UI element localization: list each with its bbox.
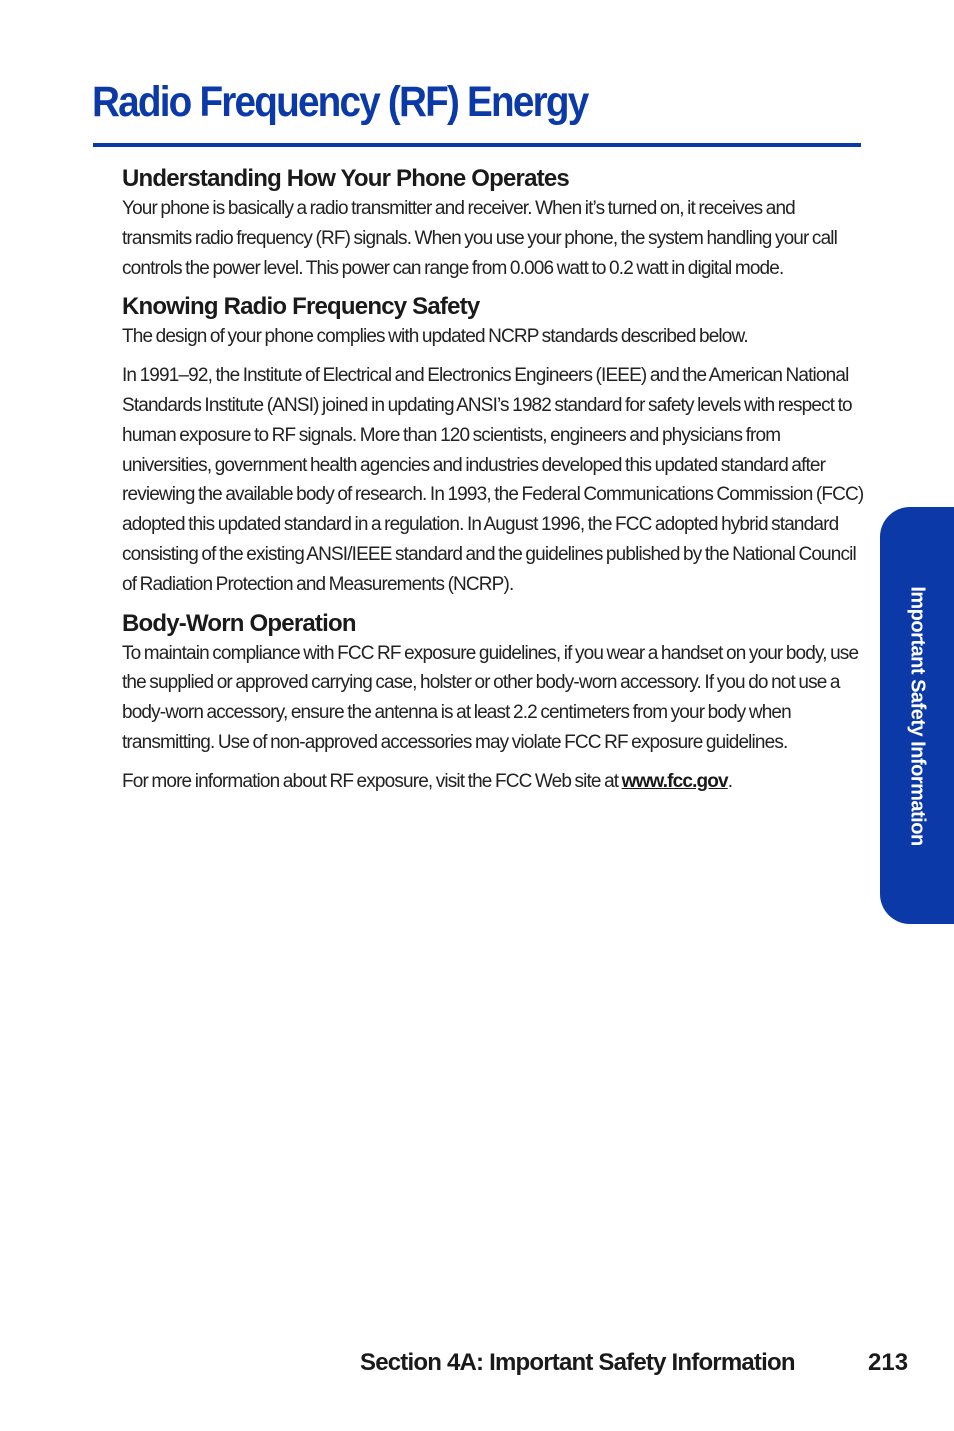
more-info-period: . [727, 770, 733, 792]
footer-page-number: 213 [868, 1349, 909, 1376]
heading-understanding-phone: Understanding How Your Phone Operates [122, 165, 569, 192]
more-info-text: For more information about RF exposure, visit the FCC Web site at [122, 770, 622, 792]
paragraph-ieee-history: In 1991–92, the Institute of Electrical and Electronics Engineers (IEEE) and the American National Standards Institute (ANSI) joined in updating ANSI’s 1982 standard for safety levels with respect to human exposure to RF signals. More than 120 scientists, engineers and physicians from universities, government health agencies and industries developed this updated standard after reviewing the available body of research. In 1993, the Federal Communications Commission (FCC) adopted this updated standard in a regulation. In August 1996, the FCC adopted hybrid standard consisting of the existing ANSI/IEEE standard and the guidelines published by the National Council of Radiation Protection and Measurements (NCRP). [122, 365, 864, 595]
paragraph-understanding-phone: Your phone is basically a radio transmitter and receiver. When it’s turned on, it receives and transmits radio frequency (RF) signals. When you use your phone, the system handling your call controls the power level. This power can range from 0.006 watt to 0.2 watt in digital mode. [122, 198, 838, 279]
title-divider [93, 143, 861, 147]
content-body [122, 164, 864, 797]
paragraph-more-info [122, 767, 864, 797]
side-tab-label: Important Safety Information [906, 586, 929, 846]
paragraph-body-worn: To maintain compliance with FCC RF exposure guidelines, if you wear a handset on your body, use the supplied or approved carrying case, holster or other body-worn accessory. If you do not use a body-worn accessory, ensure the antenna is at least 2.2 centimeters from your body when transmitting. Use of non-approved accessories may violate FCC RF exposure guidelines. [122, 642, 859, 753]
heading-body-worn: Body-Worn Operation [122, 609, 356, 637]
page-title: Radio Frequency (RF) Energy [92, 78, 588, 126]
fcc-website-link[interactable]: www.fcc.gov [621, 770, 728, 792]
heading-rf-safety: Knowing Radio Frequency Safety [122, 293, 480, 321]
paragraph-ncrp-standards: The design of your phone complies with updated NCRP standards described below. [122, 326, 748, 348]
footer-section-label: Section 4A: Important Safety Information [360, 1349, 795, 1376]
